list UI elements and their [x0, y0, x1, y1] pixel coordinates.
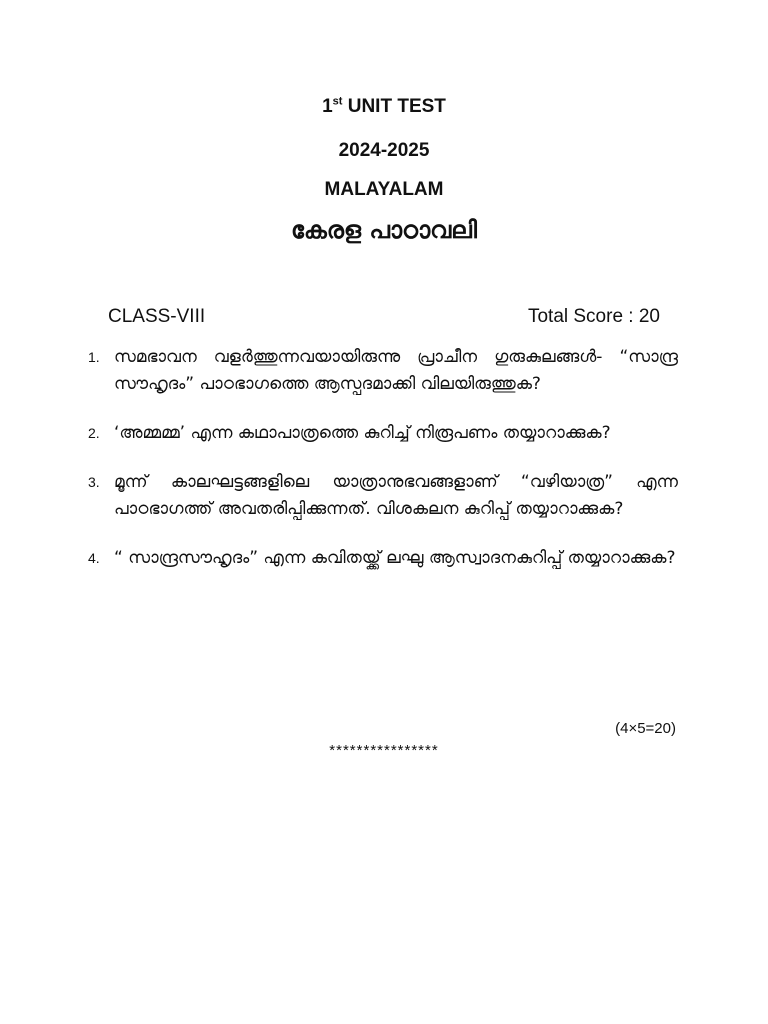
question-number: 3.: [88, 474, 100, 490]
question-list: [88, 344, 678, 572]
book-title: കേരള പാഠാവലി: [290, 216, 477, 244]
question-text: സമഭാവന വളർത്തുന്നവയായിരുന്നു പ്രാചീന ഗുരുകുലങ്ങൾ- “സാന്ദ്ര സൗഹൃദം” പാഠഭാഗത്തെ ആസ്പദമാക്കി വിലയിരുത്തുക?: [114, 347, 678, 394]
question-text: മൂന്ന് കാലഘട്ടങ്ങളിലെ യാത്രാനുഭവങ്ങളാണ് “വഴിയാത്ര” എന്ന പാഠഭാഗത്ത് അവതരിപ്പിക്കുന്നത്. വിശകലന കുറിപ്പ് തയ്യാറാക്കുക?: [114, 472, 678, 519]
marks-breakdown: (4×5=20): [615, 720, 676, 737]
question-item: [88, 469, 678, 523]
unit-number: 1: [322, 96, 333, 117]
question-text: ‘അമ്മമ്മ’ എന്ന കഥാപാത്രത്തെ കുറിച്ച് നിരൂപണം തയ്യാറാക്കുക?: [114, 423, 611, 443]
total-score-label: Total Score : 20: [527, 306, 660, 327]
question-text: “ സാന്ദ്രസൗഹൃദം” എന്ന കവിതയ്ക്ക് ലഘു ആസ്വാദനകുറിപ്പ് തയ്യാറാക്കുക?: [114, 548, 676, 568]
unit-superscript: st: [332, 95, 343, 108]
question-number: 2.: [88, 425, 100, 441]
meta-row: [108, 306, 660, 328]
end-divider: ****************: [329, 742, 439, 759]
question-item: [88, 344, 678, 398]
class-label: CLASS-VIII: [108, 306, 206, 327]
unit-label: UNIT TEST: [342, 96, 446, 117]
question-number: 1.: [88, 349, 100, 365]
test-title: [0, 96, 768, 118]
question-item: [88, 545, 678, 572]
question-item: [88, 420, 678, 447]
question-number: 4.: [88, 550, 100, 566]
academic-year: 2024-2025: [338, 140, 430, 161]
subject-title: MALAYALAM: [324, 179, 444, 200]
